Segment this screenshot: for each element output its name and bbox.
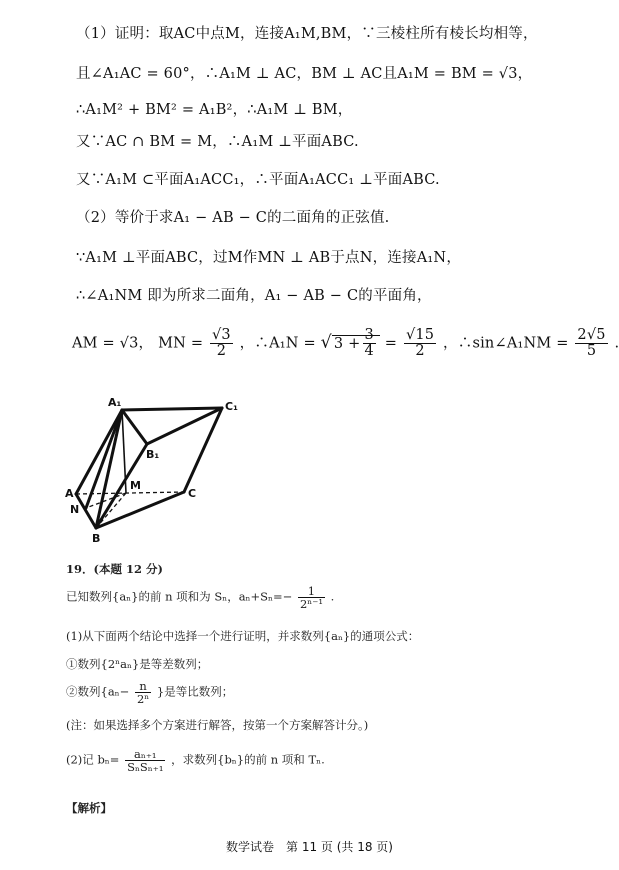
question-2-fraction [125,748,165,773]
edge-a1-b1 [122,410,147,444]
edge-a1-a [76,410,122,494]
given-period: . [330,589,335,604]
problem-given [66,585,334,610]
radicand-denominator: 4 [364,343,374,360]
label-c: C [188,487,197,500]
radicand-a: 3 + [333,335,361,352]
radicand-fraction [363,328,376,359]
analysis-heading: 【解析】 [66,801,112,815]
radical-sign: √ [320,332,332,353]
question-1: (1)从下面两个结论中选择一个进行证明，并求数列{aₙ}的通项公式： [66,629,420,643]
problem-heading: 19．(本题 12 分) [66,562,163,576]
given-fraction [298,585,325,610]
radicand-numerator: 3 [364,327,374,343]
edge-b1-c1 [147,408,222,444]
label-c1: C₁ [225,400,238,413]
mn-numerator: √3 [211,327,231,343]
given-text: 已知数列{aₙ}的前 n 项和为 Sₙ，aₙ+Sₙ=− [66,589,293,604]
mn-denominator: 2 [216,343,227,360]
option-2-denominator: 2ⁿ [136,692,150,707]
option-2-text-a: ②数列{aₙ− [66,684,130,699]
prism-figure [62,396,262,546]
option-2-fraction [135,680,151,705]
mn-fraction [210,328,233,359]
option-2-numerator: n [135,680,151,693]
sin-fraction [575,328,607,359]
solution-line-2: 且∠A₁AC = 60°，∴A₁M ⊥ AC，BM ⊥ AC且A₁M = BM = √3， [76,66,533,82]
a1n-radicand [332,327,380,360]
option-1: ①数列{2ⁿaₙ}是等差数列； [66,657,209,671]
a1n-equals: = [384,335,398,352]
solution-line-7: ∵A₁M ⊥平面ABC，过M作MN ⊥ AB于点N，连接A₁N， [76,250,462,266]
page-footer: 数学试卷 第 11 页 (共 18 页) [226,840,393,854]
sin-numerator: 2√5 [577,327,606,343]
line-9-period: . [614,335,619,352]
a1n-fraction [404,328,436,359]
solution-line-5: 又∵A₁M ⊂平面A₁ACC₁，∴平面A₁ACC₁ ⊥平面ABC. [76,172,440,188]
label-m: M [130,479,141,492]
a1n-lhs: ，∴A₁N = [239,335,316,352]
label-a1: A₁ [108,396,122,409]
given-denominator: 2ⁿ⁻¹ [299,597,323,612]
question-2-text-a: (2)记 bₙ= [66,752,120,767]
solution-line-8: ∴∠A₁NM 即为所求二面角，A₁ − AB − C的平面角， [76,288,432,304]
solution-line-9 [72,328,619,359]
sin-denominator: 5 [586,343,597,360]
solution-line-4: 又∵AC ∩ BM = M，∴A₁M ⊥平面ABC. [76,134,359,150]
edge-a1-c1 [122,408,222,410]
option-2-text-b: }是等比数列； [156,684,234,699]
solution-line-6: （2）等价于求A₁ − AB − C的二面角的正弦值. [76,210,390,226]
question-2-denominator: SₙSₙ₊₁ [127,760,164,775]
a1n-numerator: √15 [405,327,435,343]
grading-note: (注：如果选择多个方案进行解答，按第一个方案解答计分。) [66,718,369,732]
mn-lhs: MN = [158,335,204,352]
question-2-text-b: ，求数列{bₙ}的前 n 项和 Tₙ. [171,752,325,767]
question-2-numerator: aₙ₊₁ [125,748,165,761]
edge-b-c [96,492,184,528]
label-a: A [65,487,74,500]
question-2 [66,748,325,773]
label-n: N [70,503,80,516]
given-numerator: 1 [298,585,325,598]
label-b: B [92,532,101,545]
a1n-denominator: 2 [415,343,425,360]
sin-lhs: ，∴sin∠A₁NM = [443,335,569,352]
edge-c1-c [184,408,222,492]
solution-line-3: ∴A₁M² + BM² = A₁B²，∴A₁M ⊥ BM， [76,102,353,118]
am-value: AM = √3， [72,335,154,352]
solution-line-1: （1）证明：取AC中点M，连接A₁M,BM，∵三棱柱所有棱长均相等， [76,26,538,42]
option-2 [66,680,233,705]
label-b1: B₁ [146,448,160,461]
